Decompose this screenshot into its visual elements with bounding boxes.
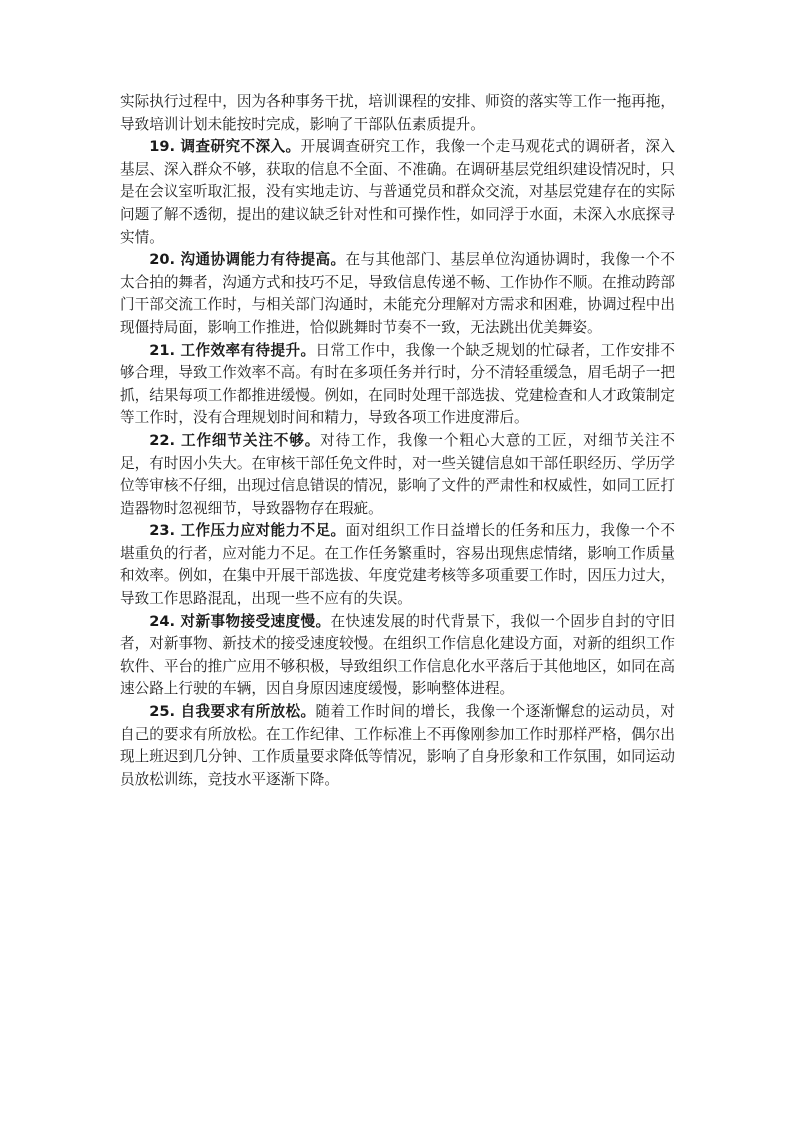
intro-paragraph: 实际执行过程中，因为各种事务干扰，培训课程的安排、师资的落实等工作一拖再拖，导致培训计划未能按时完成，影响了干部队伍素质提升。 [120, 93, 675, 133]
item-21-paragraph [120, 340, 675, 430]
item-19-heading: 19. 调查研究不深入。 [149, 138, 301, 156]
document-page [120, 91, 675, 791]
item-22-body: 对待工作，我像一个粗心大意的工匠，对细节关注不足，有时因小失大。在审核干部任免文件时，对一些关键信息如干部任职经历、学历学位等审核不仔细，出现过信息错误的情况，影响了文件的严肃性和权威性，如同工匠打造器物时忽视细节，导致器物存在瑕疵。 [120, 431, 675, 517]
item-20-body: 在与其他部门、基层单位沟通协调时，我像一个不太合拍的舞者，沟通方式和技巧不足，导致信息传递不畅、工作协作不顺。在推动跨部门干部交流工作时，与相关部门沟通时，未能充分理解对方需求和困难，协调过程中出现僵持局面，影响工作推进，恰似跳舞时节奏不一致，无法跳出优美舞姿。 [120, 251, 675, 336]
item-24-heading: 24. 对新事物接受速度慢。 [149, 612, 331, 630]
item-24-paragraph [120, 611, 675, 701]
item-21-body: 日常工作中，我像一个缺乏规划的忙碌者，工作安排不够合理，导致工作效率不高。有时在多项任务并行时，分不清轻重缓急，眉毛胡子一把抓，结果每项工作都推进缓慢。例如，在同时处理干部选拔、党建检查和人才政策制定等工作时，没有合理规划时间和精力，导致各项工作进度滞后。 [120, 341, 675, 427]
item-19-paragraph [120, 136, 675, 249]
item-20-paragraph [120, 249, 675, 339]
item-21-heading: 21. 工作效率有待提升。 [149, 341, 316, 359]
item-25-paragraph [120, 701, 675, 791]
item-22-heading: 22. 工作细节关注不够。 [149, 431, 321, 449]
item-23-paragraph [120, 520, 675, 610]
item-19-body: 开展调查研究工作，我像一个走马观花式的调研者，深入基层、深入群众不够，获取的信息不全面、不准确。在调研基层党组织建设情况时，只是在会议室听取汇报，没有实地走访、与普通党员和群众交流，对基层党建存在的实际问题了解不透彻，提出的建议缺乏针对性和可操作性，如同浮于水面，未深入水底探寻实情。 [120, 138, 675, 246]
item-23-heading: 23. 工作压力应对能力不足。 [149, 522, 346, 540]
item-25-body: 随着工作时间的增长，我像一个逐渐懈怠的运动员，对自己的要求有所放松。在工作纪律、工作标准上不再像刚参加工作时那样严格，偶尔出现上班迟到几分钟、工作质量要求降低等情况，影响了自身形象和工作氛围，如同运动员放松训练，竞技水平逐渐下降。 [120, 703, 675, 788]
item-24-body: 在快速发展的时代背景下，我似一个固步自封的守旧者，对新事物、新技术的接受速度较慢。在组织工作信息化建设方面，对新的组织工作软件、平台的推广应用不够积极，导致组织工作信息化水平落后于其他地区，如同在高速公路上行驶的车辆，因自身原因速度缓慢，影响整体进程。 [120, 612, 675, 698]
item-25-heading: 25. 自我要求有所放松。 [149, 703, 316, 721]
item-22-paragraph [120, 430, 675, 520]
item-23-body: 面对组织工作日益增长的任务和压力，我像一个不堪重负的行者，应对能力不足。在工作任务繁重时，容易出现焦虑情绪，影响工作质量和效率。例如，在集中开展干部选拔、年度党建考核等多项重要工作时，因压力过大，导致工作思路混乱，出现一些不应有的失误。 [120, 522, 675, 608]
item-20-heading: 20. 沟通协调能力有待提高。 [149, 251, 346, 269]
